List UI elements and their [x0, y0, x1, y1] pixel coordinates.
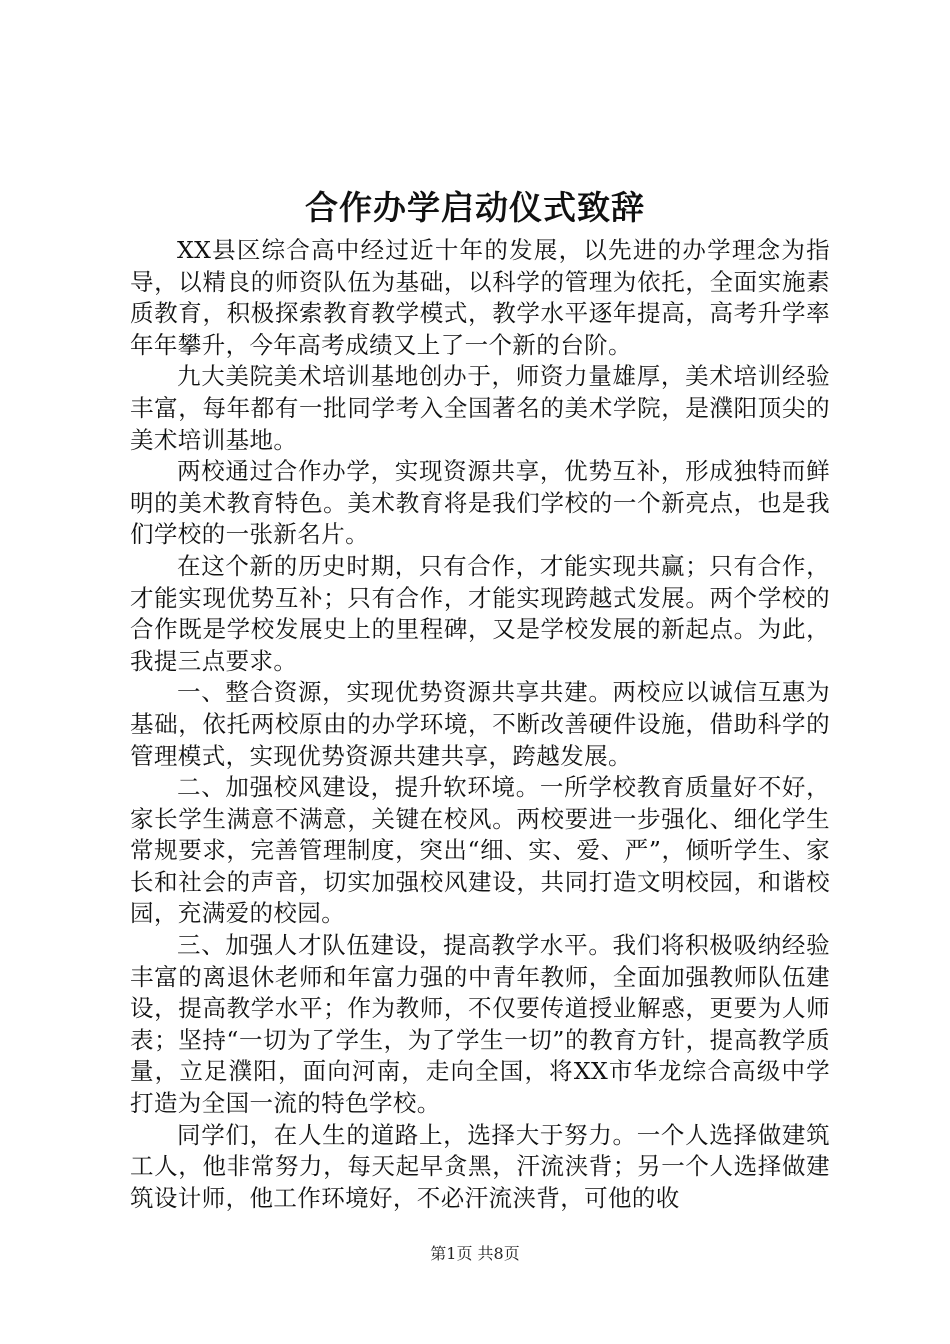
- paragraph: 同学们，在人生的道路上，选择大于努力。一个人选择做建筑工人，他非常努力，每天起早贪黑，汗流浃背；另一个人选择做建筑设计师，他工作环境好，不必汗流浃背，可他的收: [130, 1120, 830, 1212]
- paragraph: 二、加强校风建设，提升软环境。一所学校教育质量好不好，家长学生满意不满意，关键在校风。两校要进一步强化、细化学生常规要求，完善管理制度，突出“细、实、爱、严”，倾听学生、家长和社会的声音，切实加强校风建设，共同打造文明校园，和谐校园，充满爱的校园。: [130, 773, 830, 928]
- document-title: 合作办学启动仪式致辞: [305, 188, 645, 227]
- paragraph: XX县区综合高中经过近十年的发展，以先进的办学理念为指导，以精良的师资队伍为基础，以科学的管理为依托，全面实施素质教育，积极探索教育教学模式，教学水平逐年提高，高考升学率年年攀升，今年高考成绩又上了一个新的台阶。: [130, 236, 830, 359]
- paragraph: 三、加强人才队伍建设，提高教学水平。我们将积极吸纳经验丰富的离退休老师和年富力强的中青年教师，全面加强教师队伍建设，提高教学水平；作为教师，不仅要传道授业解惑，更要为人师表；坚持“一切为了学生，为了学生一切”的教育方针，提高教学质量，立足濮阳，面向河南，走向全国，将XX市华龙综合高级中学打造为全国一流的特色学校。: [130, 931, 830, 1118]
- paragraph: 两校通过合作办学，实现资源共享，优势互补，形成独特而鲜明的美术教育特色。美术教育将是我们学校的一个新亮点，也是我们学校的一张新名片。: [130, 457, 830, 549]
- paragraph: 在这个新的历史时期，只有合作，才能实现共赢；只有合作，才能实现优势互补；只有合作，才能实现跨越式发展。两个学校的合作既是学校发展史上的里程碑，又是学校发展的新起点。为此，我提三点要求。: [130, 551, 830, 675]
- paragraph: 一、整合资源，实现优势资源共享共建。两校应以诚信互惠为基础，依托两校原由的办学环境，不断改善硬件设施，借助科学的管理模式，实现优势资源共建共享，跨越发展。: [130, 678, 830, 770]
- document-body: [130, 235, 830, 1214]
- paragraph: 九大美院美术培训基地创办于，师资力量雄厚，美术培训经验丰富，每年都有一批同学考入全国著名的美术学院，是濮阳顶尖的美术培训基地。: [130, 362, 830, 454]
- page-footer: 第1页 共8页: [430, 1244, 520, 1263]
